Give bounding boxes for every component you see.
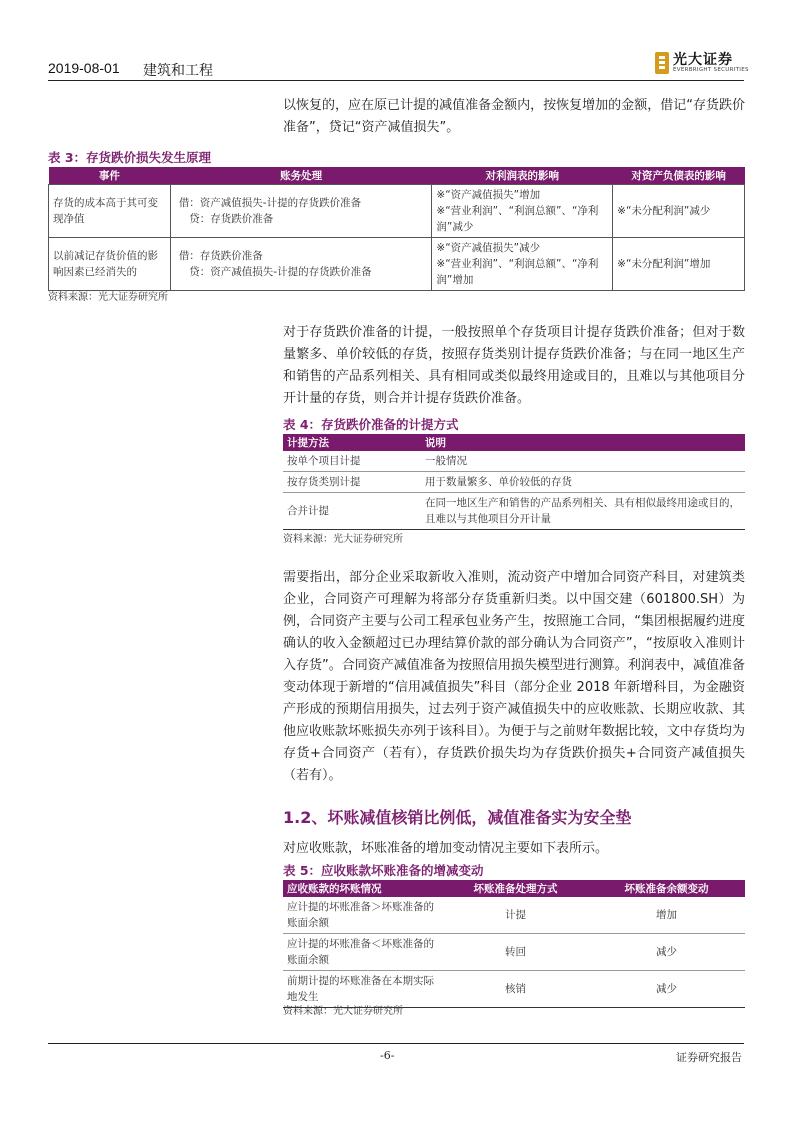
table5-cell: 前期计提的坏账准备在本期实际地发生 [283, 971, 443, 1008]
table-row [283, 472, 745, 493]
report-sector: 建筑和工程 [143, 63, 213, 79]
logo-english-name: EVERBRIGHT SECURITIES [673, 67, 749, 73]
table5-cell: 应计提的坏账准备＞坏账准备的账面余额 [283, 897, 443, 934]
table3-source: 资料来源：光大证券研究所 [48, 292, 168, 303]
table4-header-method: 计提方法 [283, 434, 421, 451]
table3-cell: ※“资产减值损失”增加 ※“营业利润”、“利润总额”、“净利润”减少 [432, 185, 613, 238]
table5-caption: 表 5：应收账款坏账准备的增减变动 [283, 863, 484, 878]
table3-header-balance-impact: 对资产负债表的影响 [613, 167, 745, 185]
logo-chinese-name: 光大证券 [673, 52, 733, 68]
section-title-1-2: 1.2、坏账减值核销比例低，减值准备实为安全垫 [283, 808, 632, 827]
table5-cell: 转回 [443, 934, 588, 971]
paragraph-contract-assets: 需要指出，部分企业采取新收入准则，流动资产中增加合同资产科目，对建筑类企业，合同资产可理解为将部分存货重新归类。以中国交建（601800.SH）为例，合同资产主要与公司工程承包业务产生，按照施工合同，“集团根据履约进度确认的收入金额超过已办理结算价款的部分确认为合同资产”，“按原收入准则计入存货”。合同资产减值准备为按照信用损失模型进行测算。利润表中，减值准备变动体现于新增的“信用减值损失”科目（部分企业 2018 年新增科目，为金融资产形成的预期信用损失，过去列于资产减值损失中的应收账款、长期应收款、其他应收账款坏账损失亦列于该科目）。为便于与之前财年数据比较，文中存货均为存货+合同资产（若有），存货跌价损失均为存货跌价损失+合同资产减值损失（若有）。 [283, 570, 745, 783]
header-divider [48, 80, 744, 81]
table3-caption: 表 3：存货跌价损失发生原理 [48, 150, 212, 165]
table5-cell: 减少 [588, 934, 745, 971]
footer-label: 证券研究报告 [676, 1051, 742, 1064]
table5-cell: 计提 [443, 897, 588, 934]
table3-cell: 存货的成本高于其可变现净值 [49, 185, 171, 238]
table5-source: 资料来源：光大证券研究所 [283, 1006, 403, 1017]
table5-header-balance-change: 坏账准备余额变动 [588, 880, 745, 897]
table5-cell: 增加 [588, 897, 745, 934]
table5-cell: 减少 [588, 971, 745, 1008]
table3-cell: 借：资产减值损失-计提的存货跌价准备 贷：存货跌价准备 [170, 185, 432, 238]
table4-cell: 在同一地区生产和销售的产品系列相关、具有相似最终用途或目的，且难以与其他项目分开计量 [421, 493, 745, 530]
table4-source: 资料来源：光大证券研究所 [283, 534, 403, 545]
table5-header-situation: 应收账款的坏账情况 [283, 880, 443, 897]
table5-cell: 核销 [443, 971, 588, 1008]
table3-cell: ※“未分配利润”减少 [613, 185, 745, 238]
table4-cell: 用于数量繁多、单价较低的存货 [421, 472, 745, 493]
page-number: -6- [380, 1049, 395, 1062]
table3-header-accounting: 账务处理 [170, 167, 432, 185]
table3-cell: 借：存货跌价准备 贷：资产减值损失-计提的存货跌价准备 [170, 238, 432, 291]
table5-header-treatment: 坏账准备处理方式 [443, 880, 588, 897]
table4-cell: 合并计提 [283, 493, 421, 530]
table4-cell: 一般情况 [421, 451, 745, 472]
report-date: 2019-08-01 [48, 60, 120, 76]
paragraph-receivables-intro: 对应收账款，坏账准备的增加变动情况主要如下表所示。 [283, 841, 609, 856]
table3-cell: ※“未分配利润”增加 [613, 238, 745, 291]
footer-divider [48, 1043, 744, 1044]
table3-header-event: 事件 [49, 167, 171, 185]
table4-caption: 表 4：存货跌价准备的计提方式 [283, 417, 459, 432]
paragraph-recovery: 以恢复的，应在原已计提的减值准备金额内，按恢复增加的金额，借记“存货跌价准备”，贷记“资产减值损失”。 [283, 98, 745, 135]
table3-cell: ※“资产减值损失”减少 ※“营业利润”、“利润总额”、“净利润”增加 [432, 238, 613, 291]
table-row [283, 451, 745, 472]
paragraph-provision-method: 对于存货跌价准备的计提，一般按照单个存货项目计提存货跌价准备；但对于数量繁多、单价较低的存货，按照存货类别计提存货跌价准备；与在同一地区生产和销售的产品系列相关、具有相同或类似最终用途或目的，且难以与其他项目分开计量的存货，则合并计提存货跌价准备。 [283, 325, 745, 406]
table3 [48, 167, 745, 291]
table3-cell: 以前减记存货价值的影响因素已经消失的 [49, 238, 171, 291]
table4 [283, 434, 745, 530]
table-row [283, 897, 745, 934]
table5-cell: 应计提的坏账准备＜坏账准备的账面余额 [283, 934, 443, 971]
table5 [283, 880, 745, 1008]
everbright-logo-icon [655, 52, 669, 74]
table3-header-income-impact: 对利润表的影响 [432, 167, 613, 185]
table-row [49, 238, 745, 291]
table-row [283, 493, 745, 530]
table4-header-description: 说明 [421, 434, 745, 451]
table4-cell: 按存货类别计提 [283, 472, 421, 493]
table-row [283, 934, 745, 971]
table-row [49, 185, 745, 238]
table4-cell: 按单个项目计提 [283, 451, 421, 472]
